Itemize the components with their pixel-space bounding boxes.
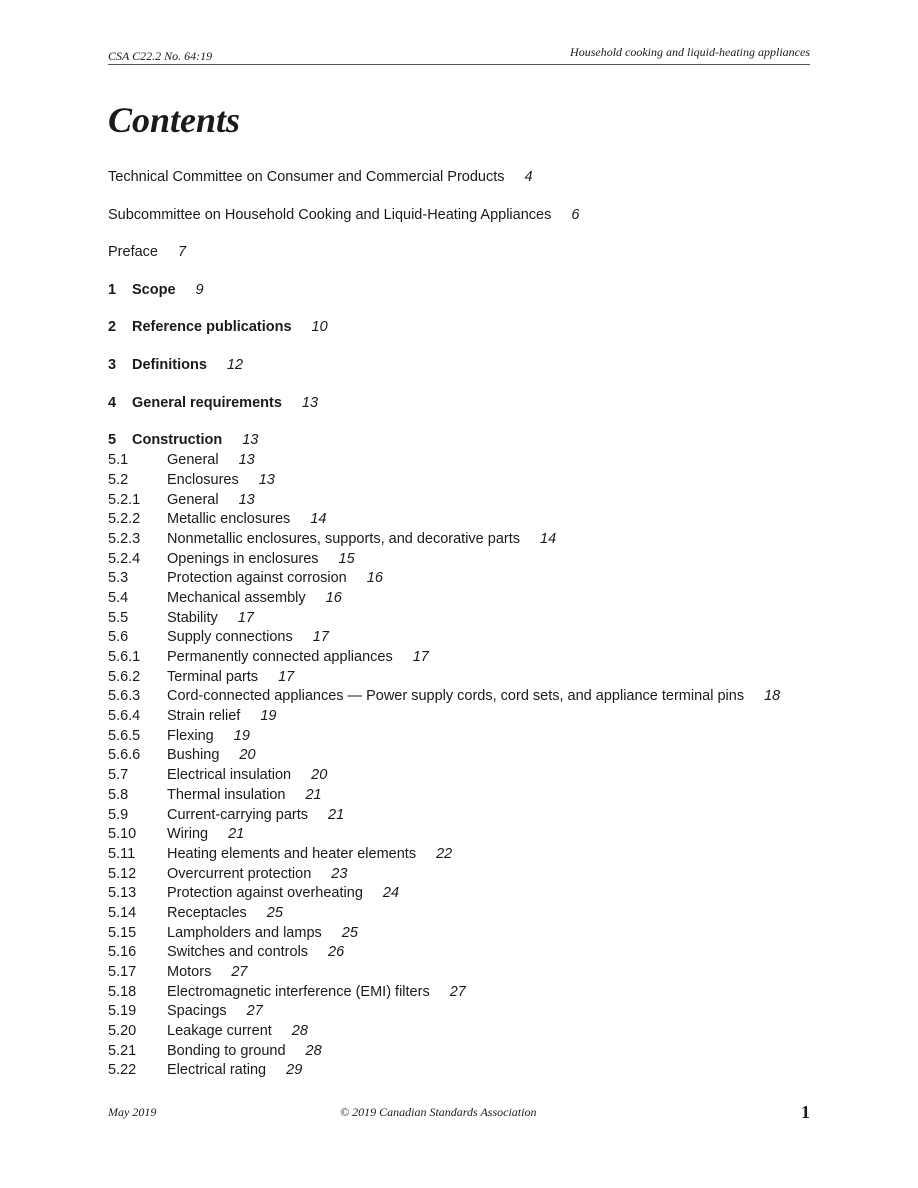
toc-clause[interactable]: [108, 354, 828, 376]
subclause-title: Wiring: [167, 826, 209, 843]
toc-subclause[interactable]: [108, 1061, 828, 1081]
subclause-title: Electromagnetic interference (EMI) filters: [167, 983, 430, 1000]
toc-subclause[interactable]: [108, 569, 828, 589]
subclause-page: 20: [311, 767, 328, 784]
subclause-title: Switches and controls: [167, 944, 309, 961]
subclause-page: 27: [231, 964, 248, 981]
clause-number: 5: [108, 432, 117, 449]
subclause-title: General: [167, 452, 219, 469]
subclause-title: Motors: [167, 964, 212, 981]
toc-subclause[interactable]: [108, 530, 828, 550]
subclause-number: 5.8: [108, 786, 129, 803]
clause-page: 10: [311, 319, 328, 336]
subclause-page: 26: [328, 944, 345, 961]
subclause-page: 16: [325, 589, 342, 606]
subclause-page: 25: [266, 904, 283, 921]
clause-number: 2: [108, 319, 117, 336]
subclause-number: 5.10: [108, 826, 137, 843]
toc-subclause[interactable]: [108, 1002, 828, 1022]
subclause-title: Mechanical assembly: [167, 589, 306, 606]
subclause-number: 5.6: [108, 629, 129, 646]
page-number: 1: [801, 1102, 810, 1122]
toc-entry[interactable]: [108, 241, 828, 263]
subclause-number: 5.6.2: [108, 668, 141, 685]
toc-subclause[interactable]: [108, 668, 828, 688]
subclause-page: 29: [286, 1062, 303, 1079]
subclause-title: Terminal parts: [167, 668, 259, 685]
subclause-page: 17: [312, 629, 329, 646]
subclause-title: Receptacles: [167, 904, 247, 921]
subclause-page: 23: [331, 865, 348, 882]
subclause-number: 5.19: [108, 1003, 137, 1020]
subclause-number: 5.13: [108, 885, 137, 902]
footer-copyright: © 2019 Canadian Standards Association: [340, 1105, 537, 1119]
section-list: [108, 279, 828, 1081]
toc-subclause[interactable]: [108, 550, 828, 570]
toc-subclause[interactable]: [108, 1022, 828, 1042]
subclause-page: 17: [412, 649, 429, 666]
toc-subclause[interactable]: [108, 628, 828, 648]
front-matter-list: [108, 166, 828, 263]
subclause-page: 28: [291, 1023, 308, 1040]
subclause-title: Leakage current: [167, 1023, 272, 1040]
toc-subclause[interactable]: [108, 609, 828, 629]
subclause-title: Strain relief: [167, 708, 241, 725]
subclause-title: Thermal insulation: [167, 786, 286, 803]
clause-number: 4: [108, 394, 117, 411]
subclause-number: 5.2.2: [108, 511, 141, 528]
toc-entry-page: 4: [524, 169, 533, 185]
subclause-page: 20: [239, 747, 256, 764]
subclause-number: 5.18: [108, 983, 137, 1000]
subclause-number: 5.16: [108, 944, 137, 961]
toc-subclause[interactable]: [108, 786, 828, 806]
toc-subclause[interactable]: [108, 746, 828, 766]
subclause-title: Heating elements and heater elements: [167, 845, 417, 862]
subclause-number: 5.4: [108, 589, 129, 606]
toc-subclause[interactable]: [108, 707, 828, 727]
subclause-number: 5.17: [108, 964, 137, 981]
page-footer: [108, 1102, 810, 1124]
subclause-number: 5.20: [108, 1023, 137, 1040]
subclause-number: 5.7: [108, 767, 129, 784]
clause-page: 9: [195, 281, 204, 298]
toc-subclause[interactable]: [108, 491, 828, 511]
subclause-number: 5.11: [108, 845, 136, 862]
subclause-page: 13: [258, 471, 275, 488]
toc-entry-title: Subcommittee on Household Cooking and Liquid-Heating Appliances: [108, 206, 552, 223]
subclause-page: 14: [310, 511, 327, 528]
subclause-title: Flexing: [167, 727, 214, 744]
toc-clause[interactable]: [108, 279, 828, 301]
clause-title: General requirements: [132, 394, 282, 411]
subclause-number: 5.2.3: [108, 530, 141, 547]
toc-subclause[interactable]: [108, 865, 828, 885]
toc-entry[interactable]: [108, 166, 828, 188]
toc-section: [108, 392, 828, 414]
toc-subclause[interactable]: [108, 924, 828, 944]
subclause-page: 27: [449, 983, 466, 1000]
subclause-number: 5.6.5: [108, 727, 141, 744]
toc-subclause[interactable]: [108, 806, 828, 826]
clause-title: Construction: [132, 432, 223, 449]
subclause-title: Protection against overheating: [167, 885, 363, 902]
toc-subclause[interactable]: [108, 845, 828, 865]
document-title: Household cooking and liquid-heating appliances: [570, 45, 810, 59]
subclause-page: 17: [278, 668, 295, 685]
subclause-number: 5.6.1: [108, 649, 141, 666]
clause-title: Scope: [132, 281, 176, 298]
toc-subclause[interactable]: [108, 943, 828, 963]
table-of-contents: [108, 166, 828, 1097]
subclause-title: Enclosures: [167, 471, 239, 488]
toc-subclause[interactable]: [108, 1042, 828, 1062]
subclause-number: 5.6.6: [108, 747, 141, 764]
subclause-page: 28: [305, 1042, 322, 1059]
subclause-page: 15: [338, 550, 355, 567]
subclause-page: 17: [237, 609, 254, 626]
subclause-number: 5.5: [108, 609, 129, 626]
subclause-title: Bonding to ground: [167, 1042, 286, 1059]
subclause-number: 5.2.4: [108, 550, 141, 567]
clause-page: 12: [226, 356, 244, 373]
toc-clause[interactable]: [108, 392, 828, 414]
clause-page: 13: [242, 432, 259, 449]
subclause-page: 27: [246, 1003, 263, 1020]
subclause-number: 5.21: [108, 1042, 137, 1059]
subclause-number: 5.15: [108, 924, 137, 941]
subclause-number: 5.9: [108, 806, 129, 823]
subclause-number: 5.12: [108, 865, 137, 882]
subclause-title: Nonmetallic enclosures, supports, and decorative parts: [167, 530, 521, 547]
toc-entry-title: Technical Committee on Consumer and Commercial Products: [108, 169, 505, 185]
toc-entry-title: Preface: [108, 244, 158, 261]
subclause-title: Cord-connected appliances — Power supply cords, cord sets, and appliance terminal pins: [167, 688, 745, 705]
standard-number: CSA C22.2 No. 64:19: [108, 49, 213, 63]
subclause-number: 5.3: [108, 570, 129, 587]
toc-subclause[interactable]: [108, 687, 828, 707]
toc-subclause[interactable]: [108, 648, 828, 668]
toc-subclause[interactable]: [108, 884, 828, 904]
subclause-page: 13: [238, 452, 255, 469]
toc-subclause[interactable]: [108, 510, 828, 530]
toc-subclause[interactable]: [108, 727, 828, 747]
subclause-page: 13: [238, 491, 255, 508]
subclause-title: Electrical insulation: [167, 767, 292, 784]
subclause-number: 5.2.1: [108, 491, 141, 508]
subclause-page: 21: [328, 806, 345, 823]
toc-entry-page: 7: [177, 244, 187, 261]
clause-number: 1: [108, 281, 117, 298]
subclause-number: 5.22: [108, 1062, 137, 1079]
subclause-title: General: [167, 491, 219, 508]
subclause-title: Supply connections: [167, 629, 293, 646]
subclause-title: Overcurrent protection: [167, 865, 312, 882]
subclause-number: 5.6.4: [108, 708, 141, 725]
subclause-page: 21: [305, 786, 322, 803]
toc-subclause[interactable]: [108, 471, 828, 491]
subclause-page: 22: [436, 845, 453, 862]
footer-date: May 2019: [108, 1105, 157, 1119]
subclause-number: 5.6.3: [108, 688, 141, 705]
toc-clause[interactable]: [108, 316, 828, 338]
toc-entry[interactable]: [108, 204, 828, 226]
subclause-title: Stability: [167, 609, 218, 626]
subclause-page: 24: [382, 885, 400, 902]
subclause-title: Openings in enclosures: [167, 550, 319, 567]
subclause-page: 16: [366, 570, 383, 587]
toc-subclause[interactable]: [108, 825, 828, 845]
subclause-page: 21: [228, 826, 245, 843]
subclause-title: Metallic enclosures: [167, 511, 291, 528]
running-header: [108, 44, 810, 65]
subclause-number: 5.14: [108, 904, 137, 921]
toc-entry-page: 6: [571, 206, 580, 223]
clause-number: 3: [108, 356, 117, 373]
toc-subclause[interactable]: [108, 589, 828, 609]
subclause-page: 18: [764, 688, 781, 705]
subclause-page: 25: [341, 924, 358, 941]
subclause-title: Protection against corrosion: [167, 570, 347, 587]
toc-subclause[interactable]: [108, 983, 828, 1003]
toc-section: [108, 279, 828, 301]
subclause-page: 19: [260, 708, 277, 725]
toc-clause[interactable]: [108, 429, 828, 451]
toc-section: [108, 354, 828, 376]
subclause-number: 5.1: [108, 452, 129, 469]
clause-title: Reference publications: [132, 319, 292, 336]
subclause-page: 14: [540, 530, 557, 547]
subclause-title: Electrical rating: [167, 1062, 267, 1079]
subclause-title: Bushing: [167, 747, 220, 764]
subclause-number: 5.2: [108, 471, 129, 488]
page-title: Contents: [108, 100, 241, 140]
clause-page: 13: [301, 394, 319, 411]
subclause-title: Spacings: [167, 1003, 227, 1020]
toc-subclause[interactable]: [108, 904, 828, 924]
toc-subclause[interactable]: [108, 451, 828, 471]
subclause-title: Lampholders and lamps: [167, 924, 322, 941]
toc-section: [108, 316, 828, 338]
subclause-title: Current-carrying parts: [167, 806, 309, 823]
toc-subclause[interactable]: [108, 766, 828, 786]
subclause-page: 19: [233, 727, 250, 744]
subclause-title: Permanently connected appliances: [167, 649, 393, 666]
toc-section: [108, 429, 828, 1081]
clause-title: Definitions: [132, 356, 207, 373]
toc-subclause[interactable]: [108, 963, 828, 983]
